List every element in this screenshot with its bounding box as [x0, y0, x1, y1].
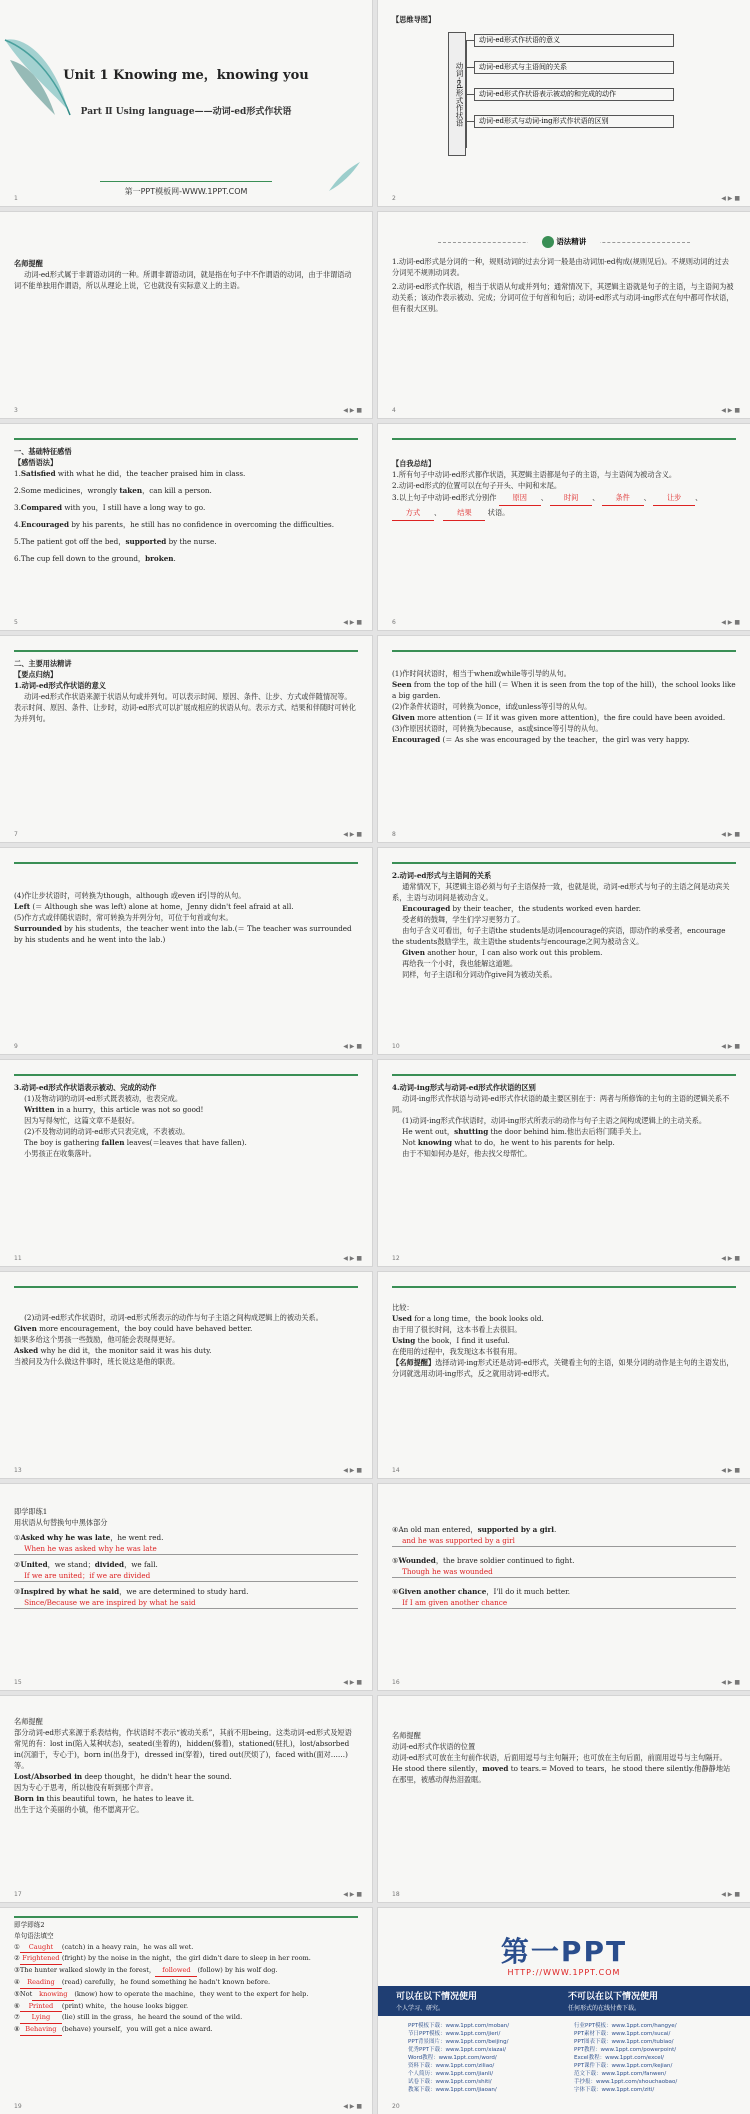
top-rule — [14, 1916, 358, 1918]
slide-subtitle: Part Ⅱ Using language——动词-ed形式作状语 — [80, 107, 292, 117]
slide-body — [14, 1920, 358, 2036]
deco-line — [100, 181, 272, 182]
example-sentence: Surrounded by his students，the teacher went into the lab.(＝ The teacher was surrounded by his students and he went into the lab.) — [14, 924, 352, 944]
slide-title: Unit 1 Knowing me，knowing you — [63, 68, 309, 83]
translation: 由于不知如何办是好，他去找父母帮忙。 — [402, 1149, 532, 1158]
paragraph: 2.动词-ed形式作状语，相当于状语从句或并列句；通常情况下，其逻辑主语就是句子的主语，与主语间为被动关系；该动作表示被动、完成；分词可位于句首和句后；动词-ed形式与动词-ing形式在句中都可作状语，但有很大区别。 — [392, 282, 734, 313]
page-number: 6 — [392, 619, 396, 626]
section-heading: 名师提醒 — [14, 259, 43, 268]
slide-body — [392, 14, 736, 25]
exercise-item: ② Frightened (fright) by the noise in the night，the girl didn't dare to sleep in her room. — [14, 1953, 358, 1965]
section-heading: 一、基础特征感悟 — [14, 447, 72, 456]
example-sentence: Not knowing what to do，he went to his parents for help. — [402, 1138, 615, 1147]
slide-14 — [378, 1272, 750, 1478]
list-item[interactable]: PPT模板下载：www.1ppt.com/moban/ — [408, 2023, 510, 2029]
mindmap-item-box: 动词-ed形式作状语的意义 — [474, 34, 674, 47]
exercise-item: ⑤Wounded，the brave soldier continued to fight. — [392, 1556, 575, 1565]
slide-nav[interactable]: ◀ ▶ ■ — [721, 1891, 740, 1898]
slide-nav[interactable]: ◀ ▶ ■ — [721, 195, 740, 202]
top-rule — [392, 1074, 736, 1076]
answer-blank: 方式 — [392, 506, 434, 521]
slide-12 — [378, 1060, 750, 1266]
mindmap-item — [466, 121, 474, 122]
slide-13 — [0, 1272, 372, 1478]
slide-nav[interactable]: ◀ ▶ ■ — [343, 407, 362, 414]
slide-17 — [0, 1696, 372, 1902]
forbidden-sub: 任何形式的在线付费下载。 — [568, 2005, 641, 2012]
section-heading: 语法精讲 — [556, 237, 587, 246]
slide-nav[interactable]: ◀ ▶ ■ — [343, 1255, 362, 1262]
page-number: 3 — [14, 407, 18, 414]
top-rule — [392, 650, 736, 652]
exercise-item: ① Caught (catch) in a heavy rain，he was all wet. — [14, 1942, 358, 1954]
paragraph: 3.以上句子中动词-ed形式分别作 原因 、 时间 、 条件 、 让步 、 方式 、 结果 状语。 — [392, 491, 736, 521]
section-heading: 名师提醒 — [14, 1717, 43, 1726]
paragraph: 动词-ed形式属于非谓语动词的一种。所谓非谓语动词，就是指在句子中不作谓语的动词，由于非谓语动词不能单独用作谓语，所以从理论上说，它也就没有实际意义上的主语。 — [14, 270, 352, 290]
slide-nav[interactable]: ◀ ▶ ■ — [721, 619, 740, 626]
slide-nav[interactable]: ◀ ▶ ■ — [343, 619, 362, 626]
top-rule — [392, 1286, 736, 1288]
brand-text: 第一PPT模板网-WWW.1PPT.COM — [124, 187, 248, 196]
example-sentence: 5.The patient got off the bed，supported by the nurse. — [14, 537, 217, 546]
example-sentence: Lost/Absorbed in deep thought，he didn't hear the sound. — [14, 1772, 232, 1781]
translation: 因为写得匆忙，这篇文章不是很好。 — [24, 1116, 140, 1125]
example-sentence: The boy is gathering fallen leaves(＝leaves that have fallen). — [24, 1138, 247, 1147]
paragraph: (1)作时间状语时，相当于when或while等引导的从句。 — [392, 669, 571, 678]
slide-body — [392, 1082, 736, 1159]
logo: 第一PPT — [500, 1935, 628, 1968]
paragraph: 部分动词-ed形式来源于系表结构，作状语时不表示“被动关系”，其前不用being。这类动词-ed形式及短语常见的有：lost in(陷入某种状态)，seated(坐着的)，hidden(躲着)，stationed(驻扎)，lost/absorbed in(沉湎于，专心于)，born in(出身于)，dressed in(穿着)，tired out(厌烦了)，faced with(面对……)等。 — [14, 1728, 352, 1770]
mindmap-item — [466, 94, 474, 95]
allowed-sub: 个人学习、研究。 — [396, 2005, 445, 2012]
page-number: 9 — [14, 1043, 18, 1050]
example-sentence: Given more attention (＝ If it was given more attention)，the fire could have been avoided. — [392, 713, 726, 722]
section-heading: 即学即练1 — [14, 1507, 48, 1516]
page-number: 16 — [392, 1679, 400, 1686]
slide-8 — [378, 636, 750, 842]
slide-9 — [0, 848, 372, 1054]
answer: and he was supported by a girl — [392, 1535, 736, 1547]
translation: 在使用的过程中，我发现这本书很有用。 — [392, 1347, 522, 1356]
paragraph: (2)不及物动词的动词-ed形式只表完成，不表被动。 — [24, 1127, 190, 1136]
answer-blank: 时间 — [550, 491, 592, 506]
list-item[interactable]: Excel教程：www.1ppt.com/excel/ — [574, 2055, 665, 2061]
slide-nav[interactable]: ◀ ▶ ■ — [721, 1679, 740, 1686]
example-sentence: 4.Encouraged by his parents，he still has no confidence in overcoming the difficulties. — [14, 520, 335, 529]
example-sentence: Encouraged (＝ As she was encouraged by the teacher，the girl was very happy. — [392, 735, 690, 744]
list-item[interactable]: PPT课件下载：www.1ppt.com/kejian/ — [574, 2063, 673, 2069]
slide-11 — [0, 1060, 372, 1266]
example-sentence: Asked why he did it，the monitor said it was his duty. — [14, 1346, 212, 1355]
slide-body — [14, 258, 358, 291]
paragraph: (2)动词-ed形式作状语时，动词-ed形式所表示的动作与句子主语之间构成逻辑上的被动关系。 — [24, 1313, 323, 1322]
slide-19 — [0, 1908, 372, 2114]
answer-blank: 结果 — [443, 506, 485, 521]
exercise-item: ③Inspired by what he said，we are determined to study hard. — [14, 1587, 249, 1596]
paragraph: 1.所有句子中动词-ed形式都作状语，其逻辑主语都是句子的主语，与主语间为被动含义。 — [392, 470, 677, 479]
example-sentence: Written in a hurry，this article was not so good! — [24, 1105, 204, 1114]
paragraph: 动词-ed形式可放在主句前作状语，后面用逗号与主句隔开；也可放在主句后面，前面用逗号与主句隔开。 — [392, 1753, 727, 1762]
point-heading: 4.动词-ing形式与动词-ed形式作状语的区别 — [392, 1083, 536, 1092]
list-item[interactable]: PPT图表下载：www.1ppt.com/tubiao/ — [574, 2039, 674, 2045]
exercise-item: ③The hunter walked slowly in the forest， followed (follow) by his wolf dog. — [14, 1965, 358, 1977]
link-list-right — [574, 2022, 677, 2094]
example-sentence: Seen from the top of the hill (＝ When it is seen from the top of the hill)，the school looks like a big garden. — [392, 680, 736, 700]
list-item[interactable]: 行业PPT模板：www.1ppt.com/hangye/ — [574, 2023, 677, 2029]
mindmap-item-box: 动词-ed形式作状语表示被动的和完成的动作 — [474, 88, 674, 101]
page-number: 10 — [392, 1043, 400, 1050]
section-heading: 【自我总结】 — [392, 459, 436, 468]
slide-10 — [378, 848, 750, 1054]
example-sentence: Using the book，I find it useful. — [392, 1336, 510, 1345]
sub-heading: 【感悟语法】 — [14, 458, 58, 467]
slide-nav[interactable]: ◀ ▶ ■ — [343, 1467, 362, 1474]
list-item[interactable]: 手抄报：www.1ppt.com/shouchaobao/ — [574, 2079, 678, 2085]
page-number: 4 — [392, 407, 396, 414]
page-number: 7 — [14, 831, 18, 838]
section-heading: 二、主要用法精讲 — [14, 659, 72, 668]
example-sentence: Given more encouragement，the boy could have behaved better. — [14, 1324, 253, 1333]
slide-nav[interactable]: ◀ ▶ ■ — [721, 1255, 740, 1262]
point-heading: 2.动词-ed形式与主语间的关系 — [392, 871, 492, 880]
exercise-item: ⑧ Behaving (behave) yourself，you will get a nice award. — [14, 2024, 358, 2036]
slide-3 — [0, 212, 372, 418]
top-rule — [14, 1074, 358, 1076]
page-number: 5 — [14, 619, 18, 626]
example-sentence: Left (＝ Although she was left) alone at home，Jenny didn't feel afraid at all. — [14, 902, 294, 911]
slide-body — [392, 256, 736, 314]
paragraph: 通常情况下，其逻辑主语必须与句子主语保持一致，也就是说，动词-ed形式与句子的主语之间是动宾关系，主语与动词间是被动含义。 — [392, 882, 730, 902]
answer: Though he was wounded — [392, 1566, 736, 1578]
sub-heading: 单句语法填空 — [14, 1931, 54, 1940]
example-sentence: Given another hour，I can also work out this problem. — [402, 948, 603, 957]
slide-body — [392, 1302, 736, 1379]
paragraph: (1)及物动词的动词-ed形式既表被动，也表完成。 — [24, 1094, 183, 1103]
forbidden-heading: 不可以在以下情况使用 — [568, 1992, 659, 2002]
mindmap-item — [466, 40, 474, 41]
slide-body — [392, 1524, 736, 1609]
translation: 由于用了很长时间，这本书看上去很旧。 — [392, 1325, 522, 1334]
exercise-item: ⑤Not knowing (know) how to operate the machine，they went to the expert for help. — [14, 1989, 358, 2001]
slide-nav[interactable]: ◀ ▶ ■ — [343, 1679, 362, 1686]
exercise-item: ⑥ Printed (print) white，the house looks bigger. — [14, 2001, 358, 2013]
slide-1 — [0, 0, 372, 206]
paragraph: (5)作方式或伴随状语时，常可转换为并列分句，可位于句首或句末。 — [14, 913, 233, 922]
slide-nav[interactable]: ◀ ▶ ■ — [721, 407, 740, 414]
slide-nav[interactable]: ◀ ▶ ■ — [721, 1043, 740, 1050]
page-number: 15 — [14, 1679, 22, 1686]
slide-body — [14, 1312, 358, 1367]
translation: 再给我一个小时，我也能解这道题。 — [402, 959, 518, 968]
top-rule — [14, 862, 358, 864]
list-item[interactable]: PPT教程：www.1ppt.com/powerpoint/ — [574, 2047, 677, 2053]
answer: If I am given another chance — [392, 1597, 736, 1609]
example-sentence: 1.Satisfied with what he did，the teacher praised him in class. — [14, 469, 246, 478]
answer-blank: 条件 — [602, 491, 644, 506]
exercise-item: ④An old man entered，supported by a girl. — [392, 1525, 557, 1534]
slide-4 — [378, 212, 750, 418]
slide-body — [14, 1082, 358, 1159]
paragraph: 由句子含义可看出，句子主语the students是动词encourage的宾语，即动作的承受者，encourage the students鼓励学生，故主语the students与encourage之间为被动含义。 — [392, 926, 726, 946]
page-number: 11 — [14, 1255, 22, 1262]
example-sentence: He stood there silently，moved to tears.= Moved to tears，he stood there silently.他静静地站在那里，被感动得热泪盈眶。 — [392, 1764, 731, 1784]
page-number: 13 — [14, 1467, 22, 1474]
answer-blank: 让步 — [653, 491, 695, 506]
answer: If we are united；if we are divided — [14, 1570, 358, 1582]
mindmap-item-box: 动词-ed形式与动词-ing形式作状语的区别 — [474, 115, 674, 128]
list-item[interactable]: 资料下载：www.1ppt.com/ziliao/ — [408, 2063, 495, 2069]
slide-nav[interactable]: ◀ ▶ ■ — [343, 2103, 362, 2110]
list-item[interactable]: 优秀PPT下载：www.1ppt.com/xiazai/ — [408, 2047, 507, 2053]
list-item[interactable]: 个人简历：www.1ppt.com/jianli/ — [408, 2071, 494, 2077]
answer: Since/Because we are inspired by what he said — [14, 1597, 358, 1609]
example-sentence: Born in this beautiful town，he hates to leave it. — [14, 1794, 195, 1803]
point-heading: 3.动词-ed形式作状语表示被动、完成的动作 — [14, 1083, 157, 1092]
page-number: 12 — [392, 1255, 400, 1262]
mindmap-root-label: 动词-ed形式作状语 — [455, 61, 464, 127]
exercise-item: ⑥Given another chance，I'll do it much better. — [392, 1587, 571, 1596]
slide-body — [392, 870, 736, 980]
list-item[interactable]: 节日PPT模板：www.1ppt.com/jieri/ — [408, 2031, 501, 2037]
top-rule — [14, 1286, 358, 1288]
translation: 受老师的鼓舞，学生们学习更努力了。 — [402, 915, 525, 924]
page-number: 20 — [392, 2103, 400, 2110]
section-heading: 名师提醒 — [392, 1731, 421, 1740]
feather-icon — [324, 156, 364, 196]
example-sentence: 6.The cup fell down to the ground，broken. — [14, 554, 176, 563]
slide-7 — [0, 636, 372, 842]
page-number: 18 — [392, 1891, 400, 1898]
slide-20 — [378, 1908, 750, 2114]
tip: 【名师提醒】选择动词-ing形式还是动词-ed形式，关键看主句的主语，如果分词的动作是主句的主语发出，分词就选用动词-ing形式，反之就用动词-ed形式。 — [392, 1358, 734, 1378]
example-sentence: 3.Compared with you，I still have a long way to go. — [14, 503, 206, 512]
exercise-item: ②United，we stand；divided，we fall. — [14, 1560, 158, 1569]
paragraph: 动词-ing形式作状语与动词-ed形式作状语的最主要区别在于：两者与所修饰的主句的主语的逻辑关系不同。 — [392, 1094, 730, 1114]
answer-blank: 原因 — [499, 491, 541, 506]
mindmap-root — [448, 32, 466, 156]
slide-2 — [378, 0, 750, 206]
slide-nav[interactable]: ◀ ▶ ■ — [343, 1043, 362, 1050]
section-heading: 【思维导图】 — [392, 15, 436, 24]
slide-nav[interactable]: ◀ ▶ ■ — [343, 1891, 362, 1898]
paragraph: (4)作让步状语时，可转换为though，although 或even if引导的从句。 — [14, 891, 246, 900]
usage-banner — [378, 1986, 750, 2016]
heading-badge — [528, 234, 600, 250]
paragraph: (3)作原因状语时，可转换为because，as或since等引导的从句。 — [392, 724, 603, 733]
top-rule — [14, 650, 358, 652]
paragraph: 2.动词-ed形式的位置可以在句子开头、中间和末尾。 — [392, 481, 562, 490]
list-item[interactable]: 范文下载：www.1ppt.com/fanwen/ — [574, 2071, 667, 2077]
slide-body — [392, 1730, 736, 1785]
list-item[interactable]: PPT素材下载：www.1ppt.com/sucai/ — [574, 2031, 671, 2037]
exercise-item: ④ Reading (read) carefully，he found something he hadn't known before. — [14, 1977, 358, 1989]
list-item[interactable]: 试卷下载：www.1ppt.com/shiti/ — [408, 2079, 492, 2085]
slide-body — [14, 1716, 358, 1815]
slide-body — [14, 446, 358, 564]
slide-5 — [0, 424, 372, 630]
list-item[interactable]: 字体下载：www.1ppt.com/ziti/ — [574, 2087, 655, 2093]
top-rule — [14, 438, 358, 440]
page-number: 17 — [14, 1891, 22, 1898]
translation: 因为专心于思考，所以他没有听到那个声音。 — [14, 1783, 158, 1792]
slide-nav[interactable]: ◀ ▶ ■ — [721, 831, 740, 838]
slide-body — [14, 890, 358, 945]
page-number: 19 — [14, 2103, 22, 2110]
slide-nav[interactable]: ◀ ▶ ■ — [721, 1467, 740, 1474]
point-heading: 1.动词-ed形式作状语的意义 — [14, 681, 106, 690]
page-number: 2 — [392, 195, 396, 202]
paragraph: 同样，句子主语I和分词动作give间为被动关系。 — [402, 970, 557, 979]
slide-18 — [378, 1696, 750, 1902]
slide-6 — [378, 424, 750, 630]
example-sentence: Used for a long time，the book looks old. — [392, 1314, 544, 1323]
translation: 小男孩正在收集落叶。 — [24, 1149, 96, 1158]
allowed-heading: 可以在以下情况使用 — [396, 1992, 478, 2002]
paragraph: (2)作条件状语时，可转换为once，if或unless等引导的从句。 — [392, 702, 592, 711]
sub-heading: 用状语从句替换句中黑体部分 — [14, 1518, 108, 1527]
exercise-item: ⑦ Lying (lie) still in the grass，he heard the sound of the wild. — [14, 2012, 358, 2024]
translation: 出生于这个美丽的小镇，他不愿离开它。 — [14, 1805, 144, 1814]
top-rule — [392, 862, 736, 864]
link-list-left — [408, 2022, 509, 2094]
slide-body — [14, 658, 358, 724]
paragraph: 动词-ed形式作状语的位置 — [392, 1742, 476, 1751]
example-sentence: Encouraged by their teacher，the students worked even harder. — [402, 904, 641, 913]
paragraph: 1.动词-ed形式是分词的一种，规则动词的过去分词一般是由动词加-ed构成(规则见后)。不规则动词的过去分词见不规则动词表。 — [392, 257, 729, 277]
page-number: 1 — [14, 195, 18, 202]
answer: When he was asked why he was late — [14, 1543, 358, 1555]
slide-15 — [0, 1484, 372, 1690]
slide-body — [14, 1506, 358, 1609]
logo-url[interactable]: HTTP://WWW.1PPT.COM — [507, 1968, 621, 1977]
translation: 当被问及为什么做这件事时，班长说这是他的职责。 — [14, 1357, 180, 1366]
list-item[interactable]: PPT背景图片：www.1ppt.com/beijing/ — [408, 2039, 509, 2045]
slide-16 — [378, 1484, 750, 1690]
list-item[interactable]: 教案下载：www.1ppt.com/jiaoan/ — [408, 2087, 497, 2093]
slide-body — [392, 458, 736, 521]
mindmap-item — [466, 67, 474, 68]
paragraph: 比较： — [392, 1303, 414, 1312]
translation: 如果多给这个男孩一些鼓励，他可能会表现得更好。 — [14, 1335, 180, 1344]
paragraph: 动词-ed形式作状语来源于状语从句或并列句。可以表示时间、原因、条件、让步、方式或伴随情况等。表示时间、原因、条件、让步时，动词-ed形式可以扩展成相应的状语从句。表示方式、结果和伴随时可转化为并列句。 — [14, 692, 356, 723]
example-sentence: He went out，shutting the door behind him.他出去后将门随手关上。 — [402, 1127, 646, 1136]
slide-nav[interactable]: ◀ ▶ ■ — [343, 831, 362, 838]
top-rule — [392, 438, 736, 440]
mindmap-item-box: 动词-ed形式与主语间的关系 — [474, 61, 674, 74]
section-heading: 即学即练2 — [14, 1921, 45, 1929]
sub-heading: 【要点归纳】 — [14, 670, 58, 679]
list-item[interactable]: Word教程：www.1ppt.com/word/ — [408, 2055, 497, 2061]
slide-body — [392, 668, 736, 745]
page-number: 14 — [392, 1467, 400, 1474]
page-number: 8 — [392, 831, 396, 838]
exercise-item: ①Asked why he was late，he went red. — [14, 1533, 164, 1542]
example-sentence: 2.Some medicines，wrongly taken，can kill a person. — [14, 486, 212, 495]
paragraph: (1)动词-ing形式作状语时，动词-ing形式所表示的动作与句子主语之间构成逻辑上的主动关系。 — [402, 1116, 707, 1125]
